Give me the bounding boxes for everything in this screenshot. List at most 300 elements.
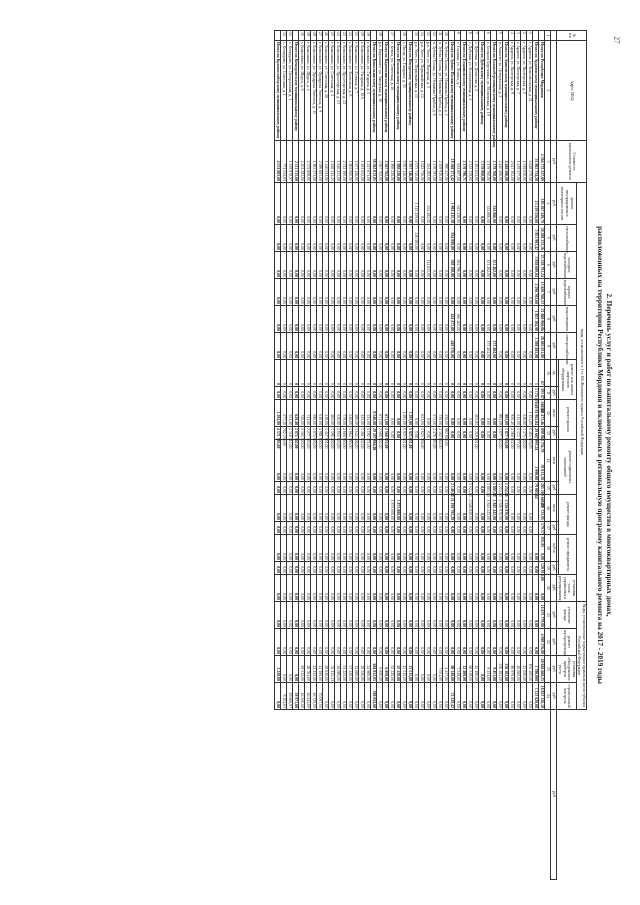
value-cell: 0,00 — [521, 440, 527, 482]
value-cell: 0,00 — [377, 683, 383, 710]
value-cell: 0,00 — [371, 562, 377, 575]
value-cell: 70 097,00 — [317, 683, 323, 710]
value-cell: 0,00 — [425, 562, 431, 575]
value-cell: 0,00 — [515, 440, 521, 482]
value-cell: 0,00 — [275, 482, 281, 495]
value-cell: 0,00 — [479, 522, 485, 535]
value-cell: 0,00 — [281, 387, 287, 400]
value-cell: 0,00 — [443, 683, 449, 710]
value-cell: 0,00 — [527, 482, 533, 495]
header-subcol — [557, 562, 558, 575]
subtotal-row — [293, 31, 299, 880]
value-cell: 0,00 — [371, 440, 377, 482]
value-cell: 0,00 — [491, 440, 497, 482]
value-cell: 0,00 — [413, 427, 419, 440]
address-cell: г. Ковылкино, ул. Советская, д. 26 — [323, 41, 329, 141]
value-cell: 0,00 — [299, 562, 305, 575]
value-cell: 0,00 — [515, 629, 521, 656]
value-cell: 0,00 — [461, 183, 467, 225]
column-index-cell: 15 — [545, 482, 551, 495]
header-subcol — [557, 482, 558, 495]
value-cell: 0,00 — [485, 279, 491, 306]
value-cell: 950,40 — [509, 400, 515, 427]
value-cell: 0 — [323, 360, 329, 387]
value-cell: 13 515,00 — [407, 656, 413, 683]
value-cell: 38 288 333,16 — [539, 225, 545, 252]
value-cell: 0,00 — [311, 440, 317, 482]
value-cell: 0,00 — [311, 562, 317, 575]
value-cell: 0,00 — [353, 562, 359, 575]
units-cell: руб. — [551, 522, 557, 535]
value-cell: 0,00 — [341, 225, 347, 252]
value-cell: 0,00 — [323, 333, 329, 360]
column-index-cell: 5 — [545, 225, 551, 252]
value-cell: 0,00 — [323, 629, 329, 656]
value-cell: 0,00 — [485, 427, 491, 440]
value-cell: 0 — [329, 360, 335, 387]
value-cell: 0,00 — [401, 183, 407, 225]
value-cell: 0,00 — [317, 279, 323, 306]
value-cell: 0,00 — [377, 522, 383, 535]
value-cell: 0,00 — [317, 535, 323, 562]
value-cell: 0,00 — [293, 482, 299, 495]
value-cell: 32 114,41 — [329, 656, 335, 683]
table-row — [437, 31, 443, 880]
value-cell: 465,00 — [329, 400, 335, 427]
value-cell: 0,00 — [335, 306, 341, 333]
value-cell: 0,00 — [509, 482, 515, 495]
row-number-cell: 7 — [473, 31, 479, 41]
value-cell: 0,00 — [293, 279, 299, 306]
value-cell: 0,00 — [479, 252, 485, 279]
value-cell: 0,00 — [527, 279, 533, 306]
value-cell: 0,00 — [299, 333, 305, 360]
value-cell: 0,00 — [395, 482, 401, 495]
header-basement-repair: ремонт подвальных помещений — [558, 440, 576, 495]
value-cell: 360 462,00 — [455, 306, 461, 333]
value-cell: 0,00 — [443, 440, 449, 482]
value-cell: 0,00 — [389, 279, 395, 306]
value-cell: 0,00 — [383, 279, 389, 306]
value-cell: 0,00 — [347, 333, 353, 360]
value-cell: 0,00 — [305, 225, 311, 252]
table-row — [473, 31, 479, 880]
value-cell: 0,00 — [455, 522, 461, 535]
value-cell: 548,80 — [521, 400, 527, 427]
value-cell: 0,00 — [275, 535, 281, 562]
value-cell: 0,00 — [353, 183, 359, 225]
value-cell: 5 937 146,00 — [401, 141, 407, 183]
value-cell: 0,00 — [281, 306, 287, 333]
address-cell: Итого по Инсарскому муниципальному району — [407, 41, 413, 141]
value-cell: 1 024,00 — [468, 483, 473, 497]
value-cell: 6 850,00 — [377, 656, 383, 683]
table-row — [521, 31, 527, 880]
value-cell: 0,00 — [347, 495, 353, 522]
value-cell: 0,00 — [377, 333, 383, 360]
value-cell: 16 673 779,00 — [539, 602, 545, 629]
row-number-cell — [371, 31, 377, 41]
address-cell: Итого по Кадошкинскому муниципальному району — [383, 41, 389, 141]
value-cell: 0,00 — [449, 535, 455, 562]
value-cell: 0,00 — [275, 602, 281, 629]
table-row — [311, 31, 317, 880]
value-cell: 0,00 — [341, 495, 347, 522]
value-cell: 0,00 — [467, 522, 473, 535]
value-cell: 0,00 — [419, 495, 425, 522]
value-cell: 0,00 — [389, 183, 395, 225]
value-cell: 883,09 — [497, 400, 503, 427]
value-cell: 590,00 — [311, 400, 317, 427]
value-cell: 0,00 — [335, 183, 341, 225]
value-cell: 6 484 870,00 — [528, 428, 533, 449]
row-number-cell: 20 — [359, 31, 365, 41]
value-cell: 0,00 — [371, 279, 377, 306]
value-cell: 0,00 — [407, 575, 413, 602]
value-cell: 546,00 — [347, 400, 353, 427]
value-cell: 0,00 — [485, 535, 491, 562]
value-cell: 0,00 — [347, 562, 353, 575]
value-cell: 0,00 — [449, 522, 455, 535]
value-cell: 2 179 760,00 — [491, 141, 497, 183]
value-cell: 0,00 — [485, 440, 491, 482]
value-cell: 4 574 803,00 — [275, 141, 281, 183]
table-row — [281, 31, 287, 880]
value-cell: 0,00 — [293, 306, 299, 333]
value-cell: 0,00 — [311, 279, 317, 306]
header-no: № п/п — [557, 31, 587, 41]
address-cell: г. Ардатов, ул. Пионерская, д. 7 — [515, 41, 521, 141]
value-cell: 0,00 — [533, 535, 539, 562]
address-cell: Итого по Дубенскому муниципальному району — [479, 41, 485, 141]
value-cell: 0,00 — [503, 225, 509, 252]
address-cell: п. Зубова Поляна, ул. Новикова-Прибоя, д. 4 — [437, 41, 443, 141]
value-cell: 7 549,00 — [455, 656, 461, 683]
value-cell: 0,00 — [305, 306, 311, 333]
value-cell: 46 550,00 — [299, 683, 305, 710]
value-cell: 0,00 — [521, 535, 527, 562]
value-cell: 0,00 — [503, 252, 509, 279]
column-index-cell: 4 — [545, 183, 551, 225]
value-cell: 671,00 — [377, 400, 383, 427]
value-cell: 0,00 — [431, 629, 437, 656]
value-cell: 0,00 — [389, 333, 395, 360]
value-cell: 0,00 — [287, 306, 293, 333]
value-cell: 0,00 — [311, 535, 317, 562]
value-cell: 0,00 — [287, 495, 293, 522]
value-cell: 0,00 — [485, 575, 491, 602]
value-cell: 0,00 — [437, 183, 443, 225]
value-cell: 0 — [407, 360, 413, 387]
value-cell: 2 170 796,71 — [461, 141, 467, 183]
value-cell: 0,00 — [365, 225, 371, 252]
value-cell: 0,00 — [461, 225, 467, 252]
units-cell: кв.м — [551, 400, 557, 427]
value-cell: 0,00 — [275, 495, 281, 522]
table-row — [365, 31, 371, 880]
value-cell: 0,00 — [299, 183, 305, 225]
address-cell: г. Ковылкино, ул. Гагарина, д. 10А — [359, 41, 365, 141]
value-cell: 0,00 — [323, 683, 329, 710]
value-cell: 0,00 — [365, 535, 371, 562]
subtotal-row — [383, 31, 389, 880]
value-cell: 46 729,00 — [311, 683, 317, 710]
value-cell: 0,00 — [425, 400, 431, 427]
header-subcol — [557, 495, 558, 522]
value-cell: 0,00 — [497, 306, 503, 333]
value-cell: 0,00 — [533, 575, 539, 602]
value-cell: 0,00 — [329, 387, 335, 400]
value-cell: 0,00 — [329, 522, 335, 535]
value-cell: 0,00 — [401, 306, 407, 333]
value-cell: 990 237,00 — [443, 141, 449, 183]
value-cell: 0,00 — [365, 629, 371, 656]
value-cell: 1 908 220,00 — [389, 141, 395, 183]
value-cell: 0,00 — [365, 482, 371, 495]
value-cell: 0,00 — [461, 495, 467, 522]
value-cell: 46 544,00 — [305, 683, 311, 710]
value-cell: 0,00 — [323, 252, 329, 279]
value-cell: 324 866,00 — [491, 183, 497, 225]
value-cell: 0,00 — [413, 683, 419, 710]
value-cell: 0,00 — [437, 306, 443, 333]
value-cell: 0,00 — [287, 562, 293, 575]
value-cell: 0,00 — [407, 535, 413, 562]
value-cell: 0,00 — [305, 535, 311, 562]
value-cell: 0,00 — [479, 427, 485, 440]
value-cell: 0,00 — [527, 306, 533, 333]
value-cell: 0,00 — [521, 495, 527, 522]
value-cell: 0,00 — [509, 333, 515, 360]
value-cell: 0,00 — [299, 495, 305, 522]
value-cell: 0,00 — [323, 183, 329, 225]
value-cell: 51 863 734,28 — [533, 141, 539, 183]
value-cell: 51 225,00 — [341, 656, 347, 683]
value-cell: 0,00 — [329, 575, 335, 602]
value-cell: 11 199 792,28 — [449, 495, 455, 522]
value-cell: 0,00 — [425, 602, 431, 629]
title-line-2: расположенных на территории Республики Мордовия и включенных в региональную программу капитального ремонта на 2017 - 2019 годы — [596, 226, 604, 684]
value-cell: 0,00 — [413, 535, 419, 562]
value-cell: 0,00 — [299, 387, 305, 400]
header-chute: ремонт мусоропровода — [557, 629, 576, 656]
value-cell: 0,00 — [383, 482, 389, 495]
value-cell: 0,00 — [509, 535, 515, 562]
value-cell: 0,00 — [413, 602, 419, 629]
address-cell: г. Инсар, ул. Гагарина, д. 15 — [401, 41, 407, 141]
value-cell: 0,00 — [419, 535, 425, 562]
value-cell: 1 154,05 — [527, 400, 533, 427]
value-cell: 0,00 — [389, 629, 395, 656]
header-other: строительный контроль — [557, 683, 576, 710]
value-cell: 0,00 — [425, 683, 431, 710]
value-cell: 4 571 583,00 — [276, 428, 281, 449]
table-row — [497, 31, 503, 880]
value-cell: 9 451,00 — [485, 656, 491, 683]
value-cell: 0,00 — [473, 522, 479, 535]
value-cell: 0,00 — [371, 306, 377, 333]
value-cell: 0,00 — [497, 575, 503, 602]
value-cell: 0 — [467, 360, 473, 387]
value-cell: 0,00 — [419, 656, 425, 683]
value-cell: 0,00 — [443, 482, 449, 495]
value-cell: 0,00 — [395, 387, 401, 400]
address-cell: г. Ковылкино, ул. Фридриха Энгельса, д. 11 — [311, 41, 317, 141]
column-index-cell: 13 — [545, 427, 551, 440]
value-cell: 0,00 — [287, 333, 293, 360]
value-cell: 0,00 — [467, 683, 473, 710]
value-cell: 0,00 — [431, 306, 437, 333]
value-cell: 0,00 — [509, 683, 515, 710]
value-cell: 0 — [431, 360, 437, 387]
value-cell: 0,00 — [539, 575, 545, 602]
value-cell: 0,00 — [275, 629, 281, 656]
address-cell: Итого по Ардатовскому муниципальному району — [533, 41, 539, 141]
header-cost-total: Стоимость капитального ремонта — [557, 141, 587, 183]
value-cell: 0,00 — [287, 656, 293, 683]
value-cell: 0,00 — [299, 522, 305, 535]
value-cell: 0,00 — [419, 252, 425, 279]
value-cell: 0,00 — [479, 482, 485, 495]
value-cell: 0,00 — [419, 602, 425, 629]
value-cell: 0,00 — [515, 562, 521, 575]
value-cell: 0,00 — [383, 562, 389, 575]
value-cell: 0,00 — [383, 306, 389, 333]
value-cell: 4 440 206,00 — [503, 141, 509, 183]
value-cell: 2 302 864,00 — [438, 428, 443, 449]
value-cell: 0 — [449, 360, 455, 387]
value-cell: 0,00 — [497, 535, 503, 562]
value-cell: 0,00 — [287, 279, 293, 306]
value-cell: 0,00 — [491, 683, 497, 710]
value-cell: 771 534,63 — [281, 141, 287, 183]
table-row — [431, 31, 437, 880]
value-cell: 0,00 — [473, 252, 479, 279]
header-group-1: виды, установленные ч.1 ст.166 Жилищного кодекса Российской Федерации — [576, 183, 586, 602]
value-cell: 0,00 — [395, 183, 401, 225]
value-cell: 0,00 — [287, 225, 293, 252]
value-cell: 1 803,00 — [486, 483, 491, 497]
value-cell: 0,00 — [479, 306, 485, 333]
value-cell: 355,00 — [365, 400, 371, 427]
value-cell: 25 328 791,24 — [539, 252, 545, 279]
value-cell: 0,00 — [311, 522, 317, 535]
value-cell: 0 — [359, 360, 365, 387]
value-cell: 0,00 — [275, 279, 281, 306]
value-cell: 350,00 — [443, 400, 449, 427]
value-cell: 0,00 — [473, 183, 479, 225]
header-group-2: Виды, установленные нормативным правовым актом субъекта Российской Федерации — [576, 602, 586, 710]
address-cell: г. Ковылкино, ул. Щорса, д. 6 — [299, 41, 305, 141]
row-number-cell — [479, 31, 485, 41]
value-cell: 0 — [437, 360, 443, 387]
value-cell: 0,00 — [473, 495, 479, 522]
value-cell: 0,00 — [305, 482, 311, 495]
value-cell: 0,00 — [281, 495, 287, 522]
value-cell: 0,00 — [461, 575, 467, 602]
value-cell: 0,00 — [467, 629, 473, 656]
value-cell: 0,00 — [503, 602, 509, 629]
value-cell: 0,00 — [335, 387, 341, 400]
address-cell: г. Ардатов, ул. Комсомольская, д. 21 — [527, 41, 533, 141]
header-meters: установка узлов управления и регулирования — [558, 576, 576, 601]
value-cell: 0,00 — [389, 225, 395, 252]
value-cell: 0,00 — [413, 495, 419, 522]
value-cell: 44 106,00 — [317, 656, 323, 683]
address-cell: Итого по Кочкуровскому муниципальному району — [293, 41, 299, 141]
value-cell: 0,00 — [443, 535, 449, 562]
value-cell: 0,00 — [431, 575, 437, 602]
header-subcol — [557, 360, 558, 387]
value-cell: 0,00 — [299, 279, 305, 306]
value-cell: 0,00 — [281, 279, 287, 306]
value-cell: 934 898,00 — [449, 225, 455, 252]
value-cell: 652 807,00 — [455, 141, 461, 183]
value-cell: 0,00 — [365, 575, 371, 602]
value-cell: 0,00 — [509, 495, 515, 522]
table-row — [515, 31, 521, 880]
value-cell: 0,00 — [299, 575, 305, 602]
value-cell: 0,00 — [425, 225, 431, 252]
value-cell: 1 475 400,00 — [522, 428, 527, 449]
value-cell: 5 937 146,00 — [407, 141, 413, 183]
value-cell: 0,00 — [389, 482, 395, 495]
value-cell: 1 845 443,00 — [485, 495, 491, 522]
address-cell: с. Большие Березники, ул. Московская, д. 19 — [485, 41, 491, 141]
value-cell: 1 963 571,00 — [311, 141, 317, 183]
value-cell: 0,00 — [419, 522, 425, 535]
value-cell: 0,00 — [365, 522, 371, 535]
value-cell: 0,00 — [371, 183, 377, 225]
value-cell: 2 309 915,00 — [437, 141, 443, 183]
table-row — [419, 31, 425, 880]
value-cell: 0,00 — [395, 562, 401, 575]
value-cell: 0,00 — [455, 427, 461, 440]
address-cell: г. Ковылкино, ул. Фридриха Энгельса, д. 9 — [317, 41, 323, 141]
value-cell: 0,00 — [377, 482, 383, 495]
value-cell: 418,00 — [323, 400, 329, 427]
value-cell: 2 712 185,00 — [341, 141, 347, 183]
value-cell: 0,00 — [491, 575, 497, 602]
value-cell: 0,00 — [407, 482, 413, 495]
value-cell: 0,00 — [413, 562, 419, 575]
value-cell: 0 — [317, 360, 323, 387]
value-cell: 0,00 — [335, 482, 341, 495]
value-cell: 1 780,000 — [533, 656, 539, 683]
value-cell: 0,00 — [335, 683, 341, 710]
table-row — [467, 31, 473, 880]
address-cell: г. Ковылкино, ул. Пролетарская, д. 22 — [341, 41, 347, 141]
value-cell: 0,00 — [359, 683, 365, 710]
value-cell: 0,00 — [497, 440, 503, 482]
value-cell: 0,00 — [365, 387, 371, 400]
value-cell: 2 115 139,00 — [467, 141, 473, 183]
units-cell — [551, 31, 557, 41]
value-cell: 0,00 — [353, 575, 359, 602]
table-row — [353, 31, 359, 880]
value-cell: 1 446 511,00 — [323, 141, 329, 183]
value-cell: 0,00 — [359, 333, 365, 360]
value-cell: 0,00 — [449, 562, 455, 575]
value-cell: 0,00 — [311, 629, 317, 656]
row-number-cell: 22 — [347, 31, 353, 41]
value-cell: 0,00 — [377, 495, 383, 522]
value-cell: 0,00 — [509, 387, 515, 400]
value-cell: 0,00 — [383, 333, 389, 360]
value-cell: 0,00 — [281, 629, 287, 656]
value-cell: 205 209 669,09 — [540, 483, 545, 508]
value-cell: 0,00 — [521, 629, 527, 656]
